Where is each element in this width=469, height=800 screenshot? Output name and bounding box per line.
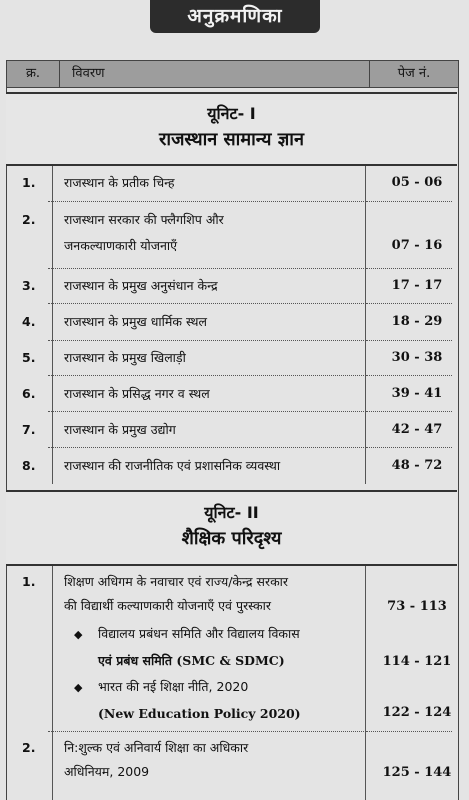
sub-item-pages: 114 - 121 [382,654,452,669]
row-divider [366,303,452,304]
item-pages: 07 - 16 [391,238,443,253]
item-title: राजस्थान के प्रमुख खिलाड़ी [64,350,186,365]
page-title: अनुक्रमणिका [150,0,320,33]
item-number: 5. [22,350,36,365]
item-title-line2: की विद्यार्थी कल्याणकारी योजनाएँ एवं पुरस्कार [64,598,271,613]
item-number: 1. [22,574,36,589]
header-number: क्र. [7,61,60,87]
item-title: राजस्थान के प्रमुख धार्मिक स्थल [64,314,208,329]
unit-1-heading [6,92,457,166]
sub-item-pages: 122 - 124 [382,705,452,720]
item-title: राजस्थान की राजनीतिक एवं प्रशासनिक व्यवस्था [64,458,281,473]
item-pages: 30 - 38 [391,350,443,365]
table-header [6,60,459,88]
item-title: नि:शुल्क एवं अनिवार्य शिक्षा का अधिकार [64,740,249,755]
list-item [6,740,457,790]
row-divider [366,447,452,448]
item-title-line2: जनकल्याणकारी योजनाएँ [64,238,178,253]
item-number: 8. [22,458,36,473]
list-item [6,574,457,724]
diamond-bullet-icon: ◆ [74,628,83,641]
item-number: 3. [22,278,36,293]
row-divider [366,268,452,269]
item-number: 1. [22,175,36,190]
row-divider [48,375,364,376]
unit-1-title: राजस्थान सामान्य ज्ञान [159,129,304,150]
diamond-bullet-icon: ◆ [74,681,83,694]
sub-item-title-line2: (New Education Policy 2020) [98,706,301,721]
item-pages: 73 - 113 [387,599,447,614]
sub-item-title: भारत की नई शिक्षा नीति, 2020 [98,679,249,694]
item-pages: 125 - 144 [382,765,452,780]
sub-item-title-line2: एवं प्रबंध समिति (SMC & SDMC) [98,653,285,668]
row-divider [366,731,452,732]
item-pages: 18 - 29 [391,314,443,329]
item-title: शिक्षण अधिगम के नवाचार एवं राज्य/केन्द्र सरकार [64,574,289,589]
unit-2-label: यूनिट- II [204,503,259,522]
unit-1-label: यूनिट- I [207,104,256,123]
unit-2-title: शैक्षिक परिदृश्य [181,528,282,549]
sub-item-title: विद्यालय प्रबंधन समिति और विद्यालय विकास [98,626,300,641]
item-number: 7. [22,422,36,437]
item-number: 4. [22,314,36,329]
item-title: राजस्थान के प्रतीक चिन्ह [64,175,175,190]
item-title: राजस्थान के प्रसिद्ध नगर व स्थल [64,386,210,401]
row-divider [48,268,364,269]
item-pages: 17 - 17 [391,278,443,293]
row-divider [48,201,364,202]
item-pages: 39 - 41 [391,386,443,401]
row-divider [48,411,364,412]
item-number: 6. [22,386,36,401]
unit-2-heading [6,490,457,566]
row-divider [366,411,452,412]
list-item [6,175,457,197]
item-title: राजस्थान के प्रमुख उद्योग [64,422,176,437]
item-title: राजस्थान के प्रमुख अनुसंधान केन्द्र [64,278,218,293]
item-title: राजस्थान सरकार की फ्लैगशिप और [64,212,224,227]
item-pages: 05 - 06 [391,175,443,190]
item-pages: 42 - 47 [391,422,443,437]
row-divider [48,731,364,732]
row-divider [366,340,452,341]
row-divider [48,303,364,304]
header-page: पेज नं. [369,61,458,87]
row-divider [48,447,364,448]
row-divider [48,340,364,341]
row-divider [366,201,452,202]
item-number: 2. [22,212,36,227]
item-pages: 48 - 72 [391,458,443,473]
item-title-line2: अधिनियम, 2009 [64,764,150,779]
header-description: विवरण [72,66,105,81]
row-divider [366,375,452,376]
list-item [6,212,457,258]
item-number: 2. [22,740,36,755]
